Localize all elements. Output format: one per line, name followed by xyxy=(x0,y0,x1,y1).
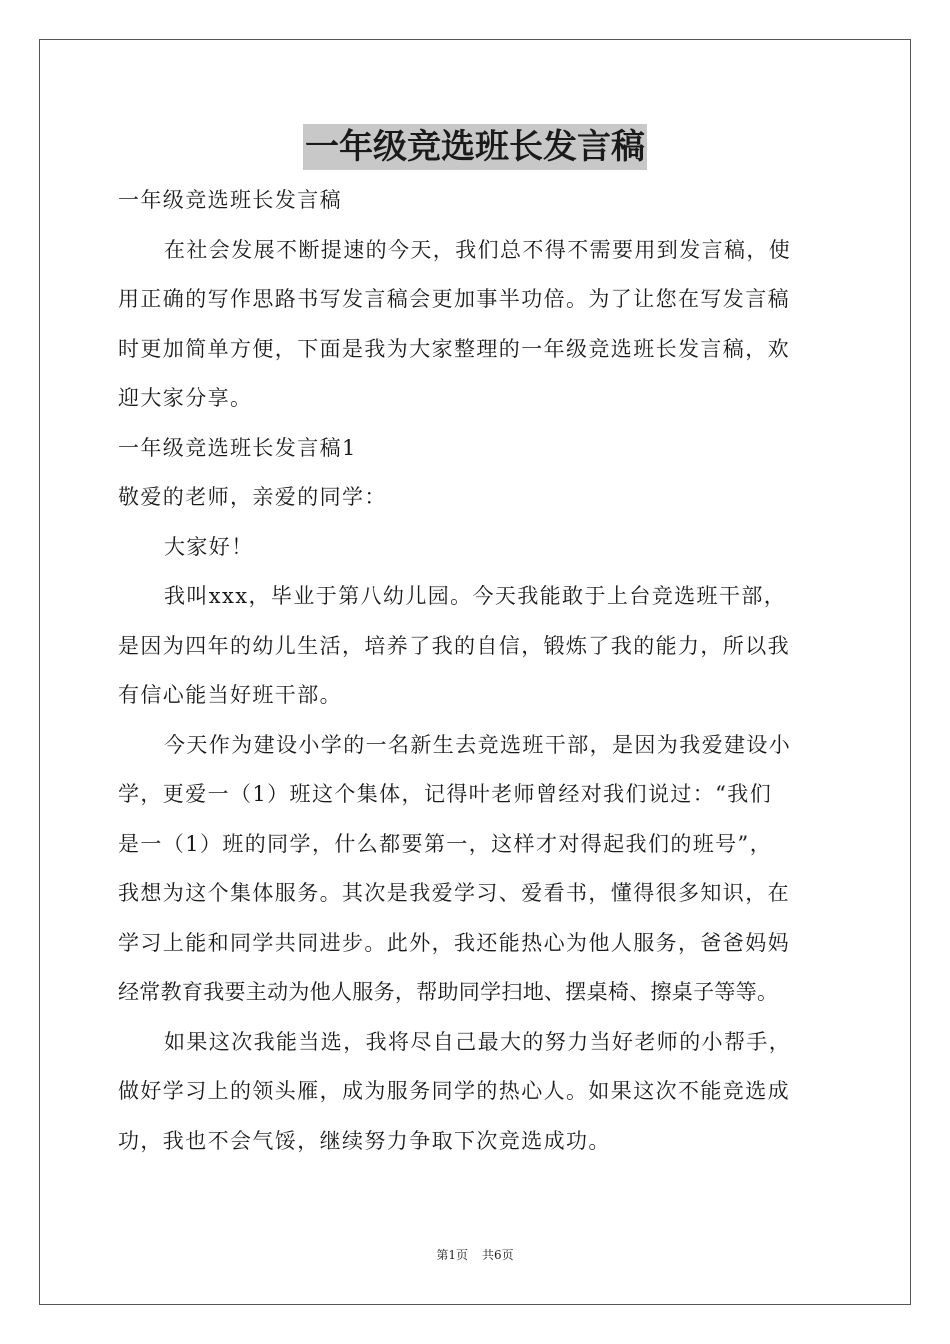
paragraph-line: 有信心能当好班干部。 xyxy=(118,683,342,707)
salutation-line: 敬爱的老师，亲爱的同学： xyxy=(118,485,387,509)
paragraph-line: 经常教育我要主动为他人服务，帮助同学扫地、摆桌椅、擦桌子等等。 xyxy=(118,980,779,1004)
paragraph-line: 用正确的写作思路书写发言稿会更加事半功倍。为了让您在写发言稿 xyxy=(118,287,790,311)
page-footer xyxy=(0,1246,950,1263)
paragraph-line: 做好学习上的领头雁，成为服务同学的热心人。如果这次不能竞选成 xyxy=(118,1079,790,1103)
document-body xyxy=(118,176,838,1166)
paragraph-line: 如果这次我能当选，我将尽自己最大的努力当好老师的小帮手， xyxy=(164,1029,792,1054)
section-heading: 一年级竞选班长发言稿1 xyxy=(118,435,357,460)
paragraph-line: 学习上能和同学共同进步。此外，我还能热心为他人服务，爸爸妈妈 xyxy=(118,930,790,955)
subtitle-line: 一年级竞选班长发言稿 xyxy=(118,188,342,212)
paragraph-line: 功，我也不会气馁，继续努力争取下次竞选成功。 xyxy=(118,1128,611,1153)
page-total: 共6页 xyxy=(482,1248,514,1262)
document-title: 一年级竞选班长发言稿 xyxy=(303,124,647,170)
paragraph-line: 今天作为建设小学的一名新生去竞选班干部，是因为我爱建设小 xyxy=(164,732,792,757)
paragraph-line: 学，更爱一（1）班这个集体，记得叶老师曾经对我们说过：“我们 xyxy=(118,782,773,806)
title-container xyxy=(0,124,950,170)
paragraph-line: 时更加简单方便，下面是我为大家整理的一年级竞选班长发言稿，欢 xyxy=(118,336,790,361)
paragraph-line: 我叫xxx，毕业于第八幼儿园。今天我能敢于上台竞选班干部， xyxy=(164,584,787,608)
greeting-line: 大家好！ xyxy=(164,534,254,559)
paragraph-line: 是一（1）班的同学，什么都要第一，这样才对得起我们的班号”， xyxy=(118,831,773,856)
paragraph-line: 我想为这个集体服务。其次是我爱学习、爱看书，懂得很多知识，在 xyxy=(118,881,790,905)
paragraph-line: 迎大家分享。 xyxy=(118,386,253,410)
paragraph-line: 是因为四年的幼儿生活，培养了我的自信，锻炼了我的能力，所以我 xyxy=(118,633,790,658)
page-number: 第1页 xyxy=(436,1248,468,1262)
paragraph-line: 在社会发展不断提速的今天，我们总不得不需要用到发言稿，使 xyxy=(164,237,792,262)
